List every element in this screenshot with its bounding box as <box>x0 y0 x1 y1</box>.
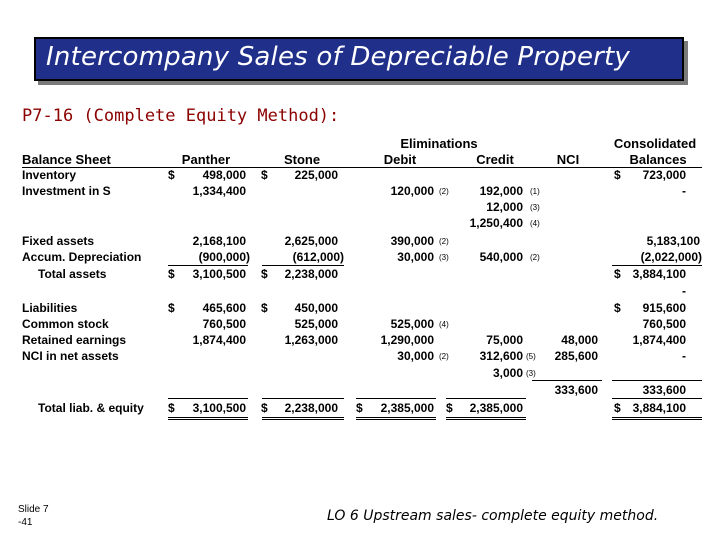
cell-dash: - <box>682 284 686 298</box>
cell-total-liab-panther: 3,100,500 <box>192 401 246 415</box>
ref-3: (3) <box>526 369 536 378</box>
cell-nci-nci: 285,600 <box>554 349 598 363</box>
cell-inventory-panther: 498,000 <box>202 168 246 182</box>
cell-nci-debit: 30,000 <box>397 349 434 363</box>
cell-common-debit: 525,000 <box>390 317 434 331</box>
header-debit: Debit <box>383 152 417 167</box>
cell-investment-credit-3: 1,250,400 <box>469 216 523 230</box>
label-fixed-assets: Fixed assets <box>22 234 95 248</box>
ref-2: (2) <box>439 187 449 196</box>
cons-rule <box>612 380 702 381</box>
header-nci: NCI <box>556 152 580 167</box>
cell-accum-stone: (612,000) <box>292 250 344 264</box>
total-rule <box>168 398 248 399</box>
slide-label: Slide 7 <box>18 504 49 515</box>
double-rule <box>262 417 344 420</box>
total-rule <box>262 398 344 399</box>
cell-fixed-debit: 390,000 <box>390 234 434 248</box>
cell-total-liab-credit: 2,385,000 <box>469 401 523 415</box>
ref-3: (3) <box>530 203 540 212</box>
dollar-sign: $ <box>261 401 268 415</box>
dollar-sign: $ <box>614 301 621 315</box>
ref-1: (1) <box>530 187 540 196</box>
header-balances: Balances <box>629 152 687 167</box>
double-rule <box>612 417 702 420</box>
cell-investment-credit-1: 192,000 <box>479 184 523 198</box>
double-rule <box>356 417 436 420</box>
ref-5: (5) <box>526 352 536 361</box>
dollar-sign: $ <box>614 267 621 281</box>
cell-total-assets-stone: 2,238,000 <box>284 267 338 281</box>
double-rule <box>446 417 526 420</box>
dollar-sign: $ <box>261 267 268 281</box>
cell-retained-cons: 1,874,400 <box>632 333 686 347</box>
label-total-liab-equity: Total liab. & equity <box>38 401 144 415</box>
dollar-sign: $ <box>614 401 621 415</box>
dollar-sign: $ <box>446 401 453 415</box>
cell-fixed-cons: 5,183,100 <box>646 234 700 248</box>
ref-2: (2) <box>439 352 449 361</box>
subtotal-rule <box>612 265 702 266</box>
cell-nci-credit: 312,600 <box>479 349 523 363</box>
dollar-sign: $ <box>168 401 175 415</box>
cell-common-cons: 760,500 <box>642 317 686 331</box>
cell-accum-credit: 540,000 <box>479 250 523 264</box>
cell-nci-cons: - <box>682 349 686 363</box>
cell-investment-credit-2: 12,000 <box>486 200 523 214</box>
cell-fixed-stone: 2,625,000 <box>284 234 338 248</box>
cell-liab-cons: 915,600 <box>642 301 686 315</box>
total-rule <box>356 398 436 399</box>
cell-total-liab-cons: 3,884,100 <box>632 401 686 415</box>
label-investment: Investment in S <box>22 184 111 198</box>
header-eliminations: Eliminations <box>400 136 478 151</box>
cell-retained-panther: 1,874,400 <box>192 333 246 347</box>
cell-accum-panther: (900,000) <box>198 250 250 264</box>
ref-4: (4) <box>530 219 540 228</box>
label-accum-dep: Accum. Depreciation <box>22 250 142 264</box>
total-rule <box>612 398 702 399</box>
cell-investment-debit: 120,000 <box>390 184 434 198</box>
problem-subtitle: P7-16 (Complete Equity Method): <box>22 106 340 126</box>
slide-number <box>18 503 49 529</box>
cell-investment-panther: 1,334,400 <box>192 184 246 198</box>
ref-4: (4) <box>439 320 449 329</box>
cell-investment-cons: - <box>682 184 686 198</box>
label-liabilities: Liabilities <box>22 301 78 315</box>
learning-objective: LO 6 Upstream sales- complete equity method. <box>327 508 659 524</box>
cell-accum-debit: 30,000 <box>397 250 434 264</box>
label-common-stock: Common stock <box>22 317 109 331</box>
cell-retained-debit: 1,290,000 <box>380 333 434 347</box>
label-nci-net-assets: NCI in net assets <box>22 349 119 363</box>
dollar-sign: $ <box>614 168 621 182</box>
subtotal-rule <box>262 265 344 266</box>
ref-2: (2) <box>439 237 449 246</box>
dollar-sign: $ <box>261 301 268 315</box>
header-balance-sheet: Balance Sheet <box>22 152 111 167</box>
cell-total-liab-stone: 2,238,000 <box>284 401 338 415</box>
label-retained-earnings: Retained earnings <box>22 333 127 347</box>
header-panther: Panther <box>181 152 231 167</box>
cell-common-panther: 760,500 <box>202 317 246 331</box>
dollar-sign: $ <box>261 168 268 182</box>
title-bar <box>34 37 684 81</box>
subtotal-rule <box>168 265 248 266</box>
cell-accum-cons: (2,022,000) <box>640 250 702 264</box>
cell-retained-stone: 1,263,000 <box>284 333 338 347</box>
ref-2: (2) <box>530 253 540 262</box>
cell-total-assets-panther: 3,100,500 <box>192 267 246 281</box>
slide-page: -41 <box>18 517 33 528</box>
header-credit: Credit <box>476 152 514 167</box>
cell-inventory-stone: 225,000 <box>294 168 338 182</box>
cell-common-stone: 525,000 <box>294 317 338 331</box>
total-rule <box>446 398 526 399</box>
cell-extra-credit: 3,000 <box>492 366 523 380</box>
cell-nci-total-cons: 333,600 <box>642 383 686 397</box>
dollar-sign: $ <box>168 267 175 281</box>
header-rule <box>22 167 702 168</box>
cell-retained-nci: 48,000 <box>561 333 598 347</box>
nci-rule <box>532 380 602 381</box>
label-total-assets: Total assets <box>38 267 107 281</box>
cell-total-assets-cons: 3,884,100 <box>632 267 686 281</box>
dollar-sign: $ <box>356 401 363 415</box>
cell-total-liab-debit: 2,385,000 <box>380 401 434 415</box>
cell-inventory-cons: 723,000 <box>642 168 686 182</box>
dollar-sign: $ <box>168 301 175 315</box>
header-stone: Stone <box>283 152 321 167</box>
cell-fixed-panther: 2,168,100 <box>192 234 246 248</box>
header-consolidated: Consolidated <box>613 136 697 151</box>
slide-title: Intercompany Sales of Depreciable Property <box>46 42 631 72</box>
cell-nci-total: 333,600 <box>554 383 598 397</box>
cell-liab-panther: 465,600 <box>202 301 246 315</box>
cell-retained-credit: 75,000 <box>486 333 523 347</box>
cell-liab-stone: 450,000 <box>294 301 338 315</box>
label-inventory: Inventory <box>22 168 77 182</box>
double-rule <box>168 417 248 420</box>
ref-3: (3) <box>439 253 449 262</box>
dollar-sign: $ <box>168 168 175 182</box>
